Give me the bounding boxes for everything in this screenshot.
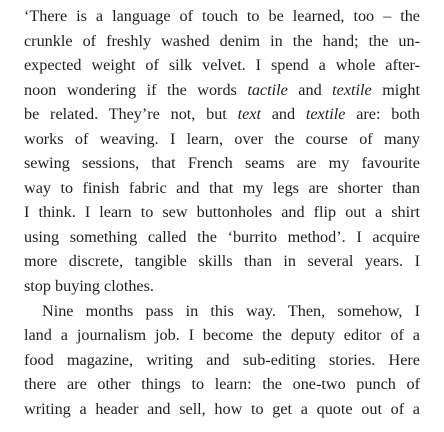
italic-word: textile [332,80,372,99]
paragraph-2 [24,299,420,422]
text-run: Nine months pass in this way. Then, somehow, I [42,301,420,320]
text-line [24,299,420,324]
text-line [24,102,420,127]
text-run: there are other things to learn: the one-two punch of [24,375,420,394]
text-line [24,4,420,29]
text-line [24,200,420,225]
paragraph-1 [24,4,420,299]
italic-word: text [237,105,261,124]
text-run: land a journalism job. I become the deputy editor of a [24,326,420,345]
text-run: more discrete, tangible skills than in several years. I [24,252,420,271]
text-line [24,29,420,54]
text-run: works of weaving. I learn, over the course of many [24,129,420,148]
text-run: and [260,105,306,124]
text-run: be related. They’re not, but [24,105,238,124]
italic-word: textile [305,105,346,124]
text-run: I think. I learn to sew buttonholes and flip out a shirt [24,203,420,222]
text-line [24,151,420,176]
italic-word: tactile [247,80,288,99]
text-run: sewing sessions, that French seams are my favourite [24,154,420,173]
text-line [24,127,420,152]
text-run: food magazine, writing and sub-editing stories. Here [24,350,420,369]
text-line [24,397,420,422]
text-line [24,53,420,78]
text-line [24,176,420,201]
text-run: writing a header and sell, how to get a quote out of a [24,399,420,418]
text-run: expected weight of silk velvet. I spend a whole after- [24,56,420,75]
text-run: using something called the ‘burrito method’. I acquire [24,227,420,246]
text-run: are: both [345,105,420,124]
text-line [24,249,420,274]
text-run: way to finish fabric and that my legs are shorter than [24,178,420,197]
text-run: ‘There is a language of touch to be learned, too – the [24,7,420,25]
text-line [24,323,420,348]
text-line [24,225,420,250]
text-run: noon wondering if the words [24,80,248,99]
text-run: crunkle of freshly washed denim in the hand; the un- [24,31,420,50]
text-line [24,274,420,299]
text-run: stop buying clothes. [24,277,154,296]
text-run: might [371,80,420,99]
text-line [24,78,420,103]
text-run: and [287,80,333,99]
text-line [24,348,420,373]
text-line [24,372,420,397]
